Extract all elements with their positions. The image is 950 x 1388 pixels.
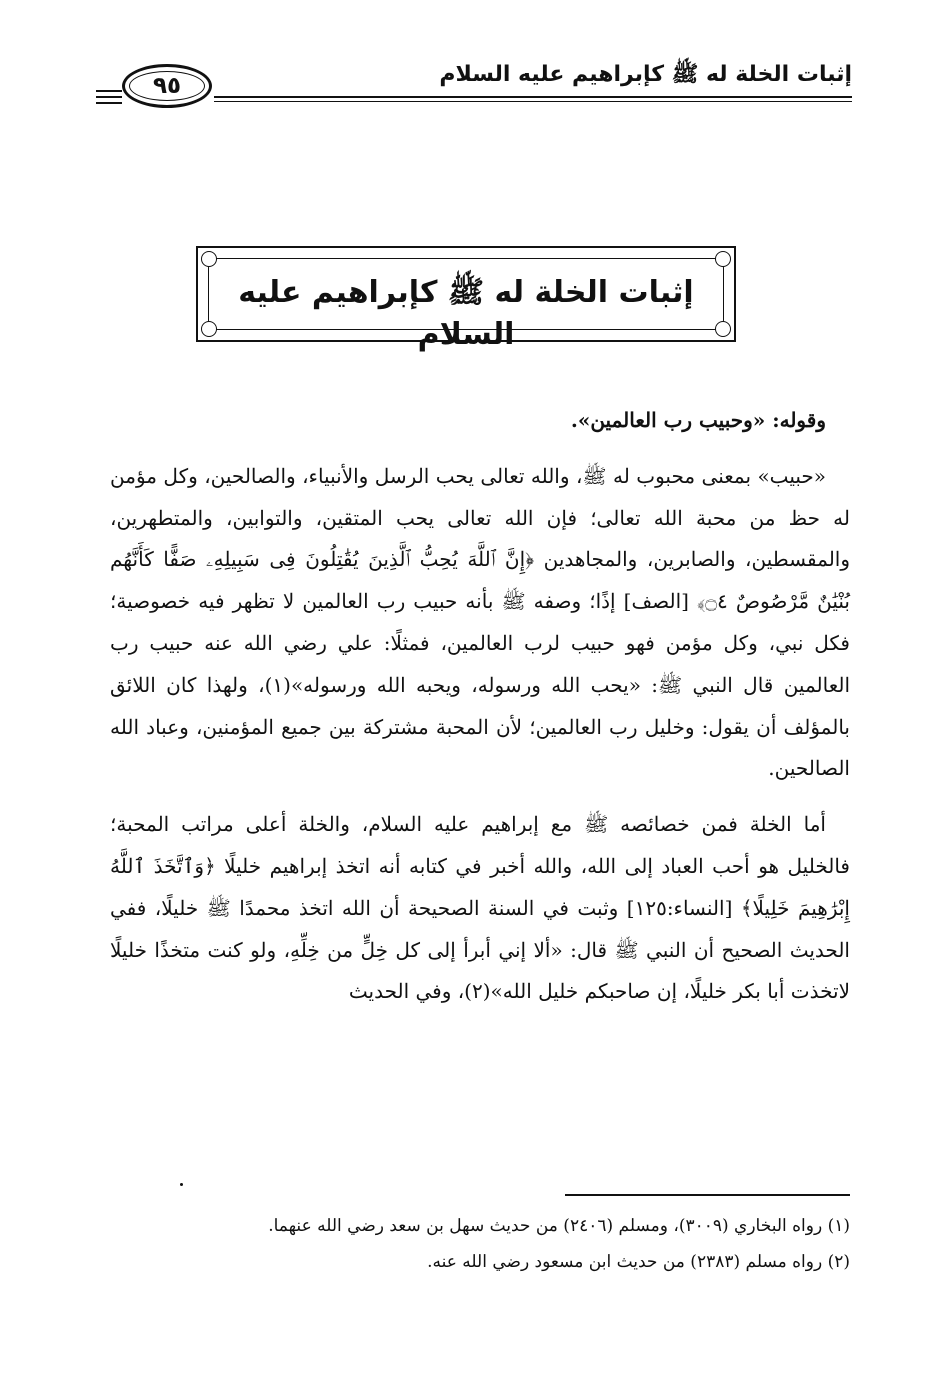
footnote-2: (٢) رواه مسلم (٢٣٨٣) من حديث ابن مسعود رضي الله عنه.	[427, 1252, 850, 1272]
quoted-phrase-paragraph: وقوله: «وحبيب رب العالمين».	[570, 408, 826, 432]
body-paragraph: أما الخلة فمن خصائصه ﷺ مع إبراهيم عليه السلام، والخلة أعلى مراتب المحبة؛ فالخليل هو أحب العباد إلى الله، والله أخبر في كتابه أنه اتخذ إبراهيم خليلًا ﴿وَٱتَّخَذَ ٱللَّهُ إِبْرَٰهِيمَ خَلِيلًا﴾ [النساء:١٢٥] وثبت في السنة الصحيحة أن الله اتخذ محمدًا ﷺ خليلًا، ففي الحديث الصحيح أن النبي ﷺ قال: «ألا إني أبرأ إلى كل خِلٍّ من خِلِّهِ، ولو كنت متخذًا خليلًا لاتخذت أبا بكر خليلًا، إن صاحبكم خليل الله»(٢)، وفي الحديث	[110, 812, 850, 1004]
page-number: ٩٥	[152, 73, 182, 99]
header-left-rule	[96, 90, 122, 92]
body-text	[110, 400, 850, 1013]
header-rule-thin	[214, 101, 852, 102]
frame-corner-ornament	[201, 251, 217, 267]
frame-corner-ornament	[715, 251, 731, 267]
header-rule	[214, 96, 852, 98]
section-title-frame	[196, 246, 736, 352]
header-left-rule-3	[96, 102, 122, 104]
footnotes	[110, 1208, 850, 1280]
section-title: إثبات الخلة له ﷺ كإبراهيم عليه السلام	[238, 275, 694, 352]
body-paragraph: «حبيب» بمعنى محبوب له ﷺ، والله تعالى يحب الرسل والأنبياء، والصالحين، وكل مؤمن له حظ من محبة الله تعالى؛ فإن الله تعالى يحب المتقين، والتوابين، والمتطهرين، والمقسطين، والصابرين، والمجاهدين ﴿إِنَّ ٱللَّهَ يُحِبُّ ٱلَّذِينَ يُقَٰتِلُونَ فِى سَبِيلِهِۦ صَفًّا كَأَنَّهُم بُنْيَٰنٌ مَّرْصُوصٌ ۝٤﴾ [الصف] إذًا؛ وصفه ﷺ بأنه حبيب رب العالمين لا تظهر فيه خصوصية؛ فكل نبي، وكل مؤمن فهو حبيب لرب العالمين، فمثلًا: علي رضي الله عنه حبيب رب العالمين قال النبي ﷺ: «يحب الله ورسوله، ويحبه الله ورسوله»(١)، ولهذا كان اللائق بالمؤلف أن يقول: وخليل رب العالمين؛ لأن المحبة مشتركة بين جميع المؤمنين، وعباد الله الصالحين.	[110, 463, 850, 781]
page-number-oval	[122, 64, 212, 108]
footnote-separator	[565, 1194, 850, 1196]
running-header-title: إثبات الخلة له ﷺ كإبراهيم عليه السلام	[439, 62, 852, 87]
footnote-1: (١) رواه البخاري (٣٠٠٩)، ومسلم (٢٤٠٦) من حديث سهل بن سعد رضي الله عنهما.	[268, 1216, 850, 1236]
stray-dot	[180, 1183, 183, 1186]
header-left-rule-2	[96, 96, 122, 98]
